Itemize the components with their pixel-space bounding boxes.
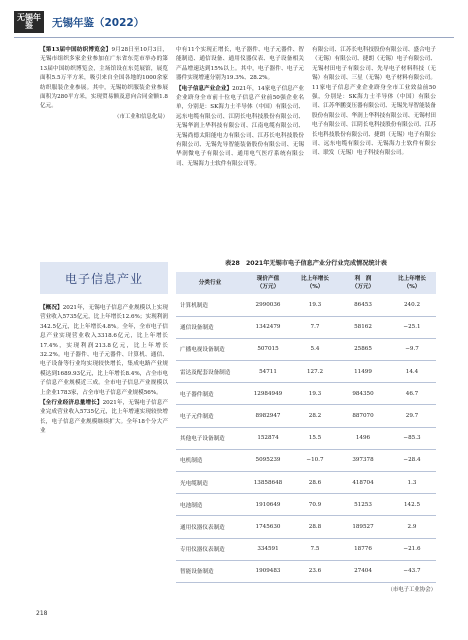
header-profit xyxy=(338,272,388,294)
cell-profit: 189527 xyxy=(338,516,388,538)
paragraph-heading: 【全行业经济总量增长】 xyxy=(40,400,103,407)
table-body xyxy=(176,294,436,582)
cell-revenue-growth: 5.4 xyxy=(292,338,338,360)
paragraph-overview xyxy=(40,304,168,398)
cell-profit: 1496 xyxy=(338,427,388,449)
cell-profit: 27404 xyxy=(338,560,388,582)
cell-profit: 25865 xyxy=(338,338,388,360)
cell-profit-growth: 29.7 xyxy=(388,405,436,427)
cell-profit: 18776 xyxy=(338,538,388,560)
header-revenue-growth-label: 比上年增长 xyxy=(301,276,329,282)
cell-industry-name: 光电缆制造 xyxy=(176,472,244,494)
cell-revenue: 1342479 xyxy=(244,316,292,338)
cell-industry-name: 计算机制造 xyxy=(176,294,244,316)
cell-revenue: 1745630 xyxy=(244,516,292,538)
table-row xyxy=(176,338,436,360)
cell-industry-name: 其他电子设备制造 xyxy=(176,427,244,449)
cell-profit-growth: 1.3 xyxy=(388,472,436,494)
cell-industry-name: 通信设备制造 xyxy=(176,316,244,338)
header-divider xyxy=(14,37,454,38)
paragraph-enterprises xyxy=(176,85,304,170)
cell-profit-growth: 46.7 xyxy=(388,383,436,405)
cell-profit-growth: 142.5 xyxy=(388,494,436,516)
table-title: 表28 2021年无锡市电子信息产业分行业完成情况统计表 xyxy=(225,260,387,267)
cell-profit-growth: −28.4 xyxy=(388,449,436,471)
header-revenue-growth xyxy=(292,272,338,294)
header-title: 无锡年鉴（2022） xyxy=(52,16,145,29)
cell-revenue-growth: −10.7 xyxy=(292,449,338,471)
cell-industry-name: 电子器件制造 xyxy=(176,383,244,405)
header-profit-unit: （万元） xyxy=(351,284,375,290)
cell-industry-name: 电子元件制造 xyxy=(176,405,244,427)
cell-profit: 51253 xyxy=(338,494,388,516)
cell-revenue: 152874 xyxy=(244,427,292,449)
cell-profit-growth: −85.3 xyxy=(388,427,436,449)
paragraph-body: 9月28日至10月3日，无锡市组织多家企业参加在广东省东莞市举办的第13届中国纺织博览会，主场馆设在东莞展馆，展览面积5.5万平方米，吸引来自全国各地的1000余家纺织服装企业参展。其中，无锡纺织服装企业参展面积为280平方米，实现贸易额及意向合同金额1.8亿元。 xyxy=(40,47,168,110)
paragraph-heading: 【第13届中国纺织博览会】 xyxy=(40,47,112,53)
cell-profit-growth: 2.9 xyxy=(388,516,436,538)
table-row xyxy=(176,560,436,582)
table-row xyxy=(176,516,436,538)
column-1-top xyxy=(40,46,168,123)
cell-revenue: 12984949 xyxy=(244,383,292,405)
cell-industry-name: 电池制造 xyxy=(176,494,244,516)
paragraph-continuation: 中有11个实现正增长，电子器件、电子元器件、智能制造、通信设备、通用仪器仪表、电子设备相关产品增速达到15%以上。其中，电子器件、电子元器件实现增速分别为19.3%、28.2%。 xyxy=(176,47,304,82)
cell-revenue: 13858648 xyxy=(244,472,292,494)
table-row xyxy=(176,383,436,405)
cell-revenue-growth: 28.2 xyxy=(292,405,338,427)
cell-revenue-growth: 7.5 xyxy=(292,538,338,560)
cell-revenue: 54711 xyxy=(244,361,292,383)
cell-profit: 58162 xyxy=(338,316,388,338)
column-1-bottom xyxy=(40,304,168,438)
paragraph-body: 2021年，14家电子信息产业企业跻身全市前十位电子信息产业前50强企业名单，分别是：SK海力士半导体（中国）有限公司、远东电缆有限公司、江阴长电科技股份有限公司、无锡华润上华科技有限公司、江南电缆有限公司、无锡尚德太阳能电力有限公司、江苏长电科技股份有限公司、无锡先导智能装备股份有限公司、无锡华润微电子有限公司、通用电气医疗系统有限公司、无锡海力士软件有限公司等。 xyxy=(176,85,304,167)
cell-industry-name: 电机制造 xyxy=(176,449,244,471)
header-profit-growth xyxy=(388,272,436,294)
table-source-note: （市电子工业协会） xyxy=(387,587,436,593)
column-3 xyxy=(312,46,436,160)
paragraph-heading: 【概况】 xyxy=(40,305,63,311)
table-row xyxy=(176,361,436,383)
cell-profit-growth: −25.1 xyxy=(388,316,436,338)
table-row xyxy=(176,427,436,449)
industry-statistics-table xyxy=(176,272,436,583)
cell-profit-growth: −43.7 xyxy=(388,560,436,582)
cell-revenue-growth: 127.2 xyxy=(292,361,338,383)
cell-revenue: 2990036 xyxy=(244,294,292,316)
page-header xyxy=(14,10,144,34)
cell-revenue-growth: 15.5 xyxy=(292,427,338,449)
source-note: （市工业和信息化局） xyxy=(114,113,168,120)
cell-profit: 397378 xyxy=(338,449,388,471)
header-revenue-label: 现价产值 xyxy=(256,276,280,282)
cell-industry-name: 雷达及配套设备制造 xyxy=(176,361,244,383)
column-2 xyxy=(176,46,304,170)
table-row xyxy=(176,405,436,427)
cell-revenue: 1910649 xyxy=(244,494,292,516)
cell-profit: 86453 xyxy=(338,294,388,316)
cell-revenue-growth: 28.6 xyxy=(292,472,338,494)
yearbook-logo xyxy=(14,11,44,33)
section-title: 电子信息产业 xyxy=(64,271,143,286)
cell-revenue: 507015 xyxy=(244,338,292,360)
cell-revenue: 5095239 xyxy=(244,449,292,471)
paragraph-continuation: 有限公司、江苏长电科技股份有限公司、盛合电子（无锡）有限公司、捷朗（无锡）电子有限公司、无锡村田电子有限公司、先导电子材料科技（无锡）有限公司、三星（无锡）电子材料有限公司。11家电子信息产业企业跻身全市工业效益前50强，分别是：SK海力士半导体（中国）有限公司、江苏华鹏变压器有限公司、无锡先导智能装备股份有限公司、华润上华科技有限公司、无锡村田电子有限公司、江阴长电科技股份有限公司、江苏长电科技股份有限公司、捷朗（无锡）电子有限公司、远东电缆有限公司、无锡海力士软件有限公司、联发（无锡）电子科技有限公司。 xyxy=(312,47,436,157)
cell-profit-growth: −21.6 xyxy=(388,538,436,560)
cell-revenue: 8982947 xyxy=(244,405,292,427)
header-profit-growth-label: 比上年增长 xyxy=(398,276,426,282)
paragraph-heading: 【电子信息产业企业】 xyxy=(176,85,233,92)
paragraph-body: 2021年，无锡电子信息产业规模以上实现营业收入5735亿元，比上年增长12.6%；实现利润342.5亿元，比上年增长4.8%。全年，全市电子信息产业实现营业收入3318.6亿元，比上年增长17.4%，实现利润213.8亿元，比上年增长32.2%。电子器件、电子元器件、计算机、通信、电子设备等行业均实现较快增长，集成电路产业规模达到1689.93亿元，比上年增长8.4%，占全市电子信息产业规模近三成。全市电子信息产业规模以上企业1783家，占全市电子信息产业规模56%。 xyxy=(40,305,168,396)
cell-profit: 11499 xyxy=(338,361,388,383)
cell-industry-name: 通用仪器仪表制造 xyxy=(176,516,244,538)
cell-profit-growth: 240.2 xyxy=(388,294,436,316)
cell-revenue: 334591 xyxy=(244,538,292,560)
table-row xyxy=(176,316,436,338)
header-category: 分类行业 xyxy=(176,272,244,294)
cell-revenue-growth: 28.8 xyxy=(292,516,338,538)
header-revenue-growth-unit: （%） xyxy=(306,284,324,290)
cell-revenue: 1909483 xyxy=(244,560,292,582)
section-title-box xyxy=(40,262,168,294)
table-row xyxy=(176,449,436,471)
table-row xyxy=(176,472,436,494)
cell-industry-name: 专用仪器仪表制造 xyxy=(176,538,244,560)
page-number: 218 xyxy=(36,610,48,617)
cell-profit: 984350 xyxy=(338,383,388,405)
cell-revenue-growth: 19.3 xyxy=(292,294,338,316)
cell-industry-name: 智能设备制造 xyxy=(176,560,244,582)
table-row xyxy=(176,494,436,516)
header-revenue-unit: （万元） xyxy=(256,284,280,290)
cell-profit-growth: −9.7 xyxy=(388,338,436,360)
cell-profit-growth: 14.4 xyxy=(388,361,436,383)
cell-revenue-growth: 7.7 xyxy=(292,316,338,338)
cell-profit: 418704 xyxy=(338,472,388,494)
table-header-row xyxy=(176,272,436,294)
cell-revenue-growth: 19.3 xyxy=(292,383,338,405)
paragraph-textile-expo xyxy=(40,46,168,112)
header-revenue xyxy=(244,272,292,294)
table-row xyxy=(176,294,436,316)
header-profit-label: 利 润 xyxy=(354,276,372,282)
cell-revenue-growth: 70.9 xyxy=(292,494,338,516)
cell-industry-name: 广播电视设备制造 xyxy=(176,338,244,360)
cell-profit: 887070 xyxy=(338,405,388,427)
header-profit-growth-unit: （%） xyxy=(403,284,421,290)
logo-text: 无锡年鉴 xyxy=(17,13,41,30)
cell-revenue-growth: 23.6 xyxy=(292,560,338,582)
table-row xyxy=(176,538,436,560)
paragraph-growth xyxy=(40,399,168,437)
paragraph-body: 2021年，无锡电子信息产业完成营业收入5735亿元，比上年增速实现较快增长，电子信息产业规模继续扩大。全年18个分大产业 xyxy=(40,400,168,435)
